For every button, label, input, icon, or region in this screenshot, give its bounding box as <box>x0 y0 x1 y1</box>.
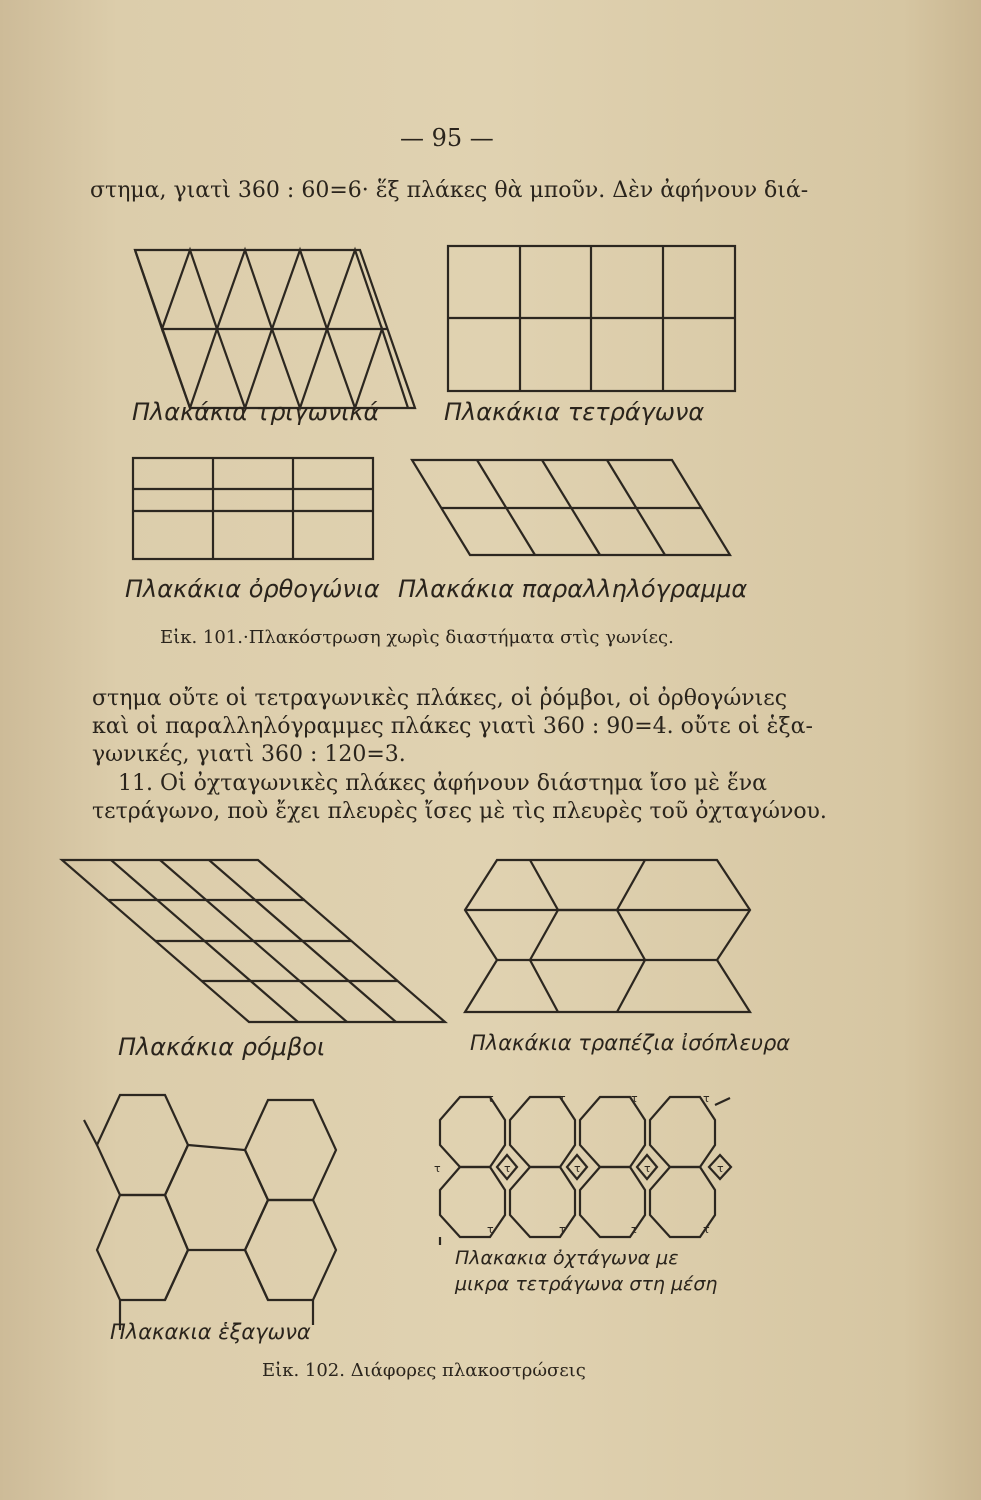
square-mark: τ <box>559 1092 566 1105</box>
square-mark: τ <box>504 1162 511 1175</box>
caption-triangular-tiles: Πλακάκια τριγωνικά <box>132 398 380 426</box>
square-mark: τ <box>487 1223 494 1236</box>
caption-rectangular-tiles: Πλακάκια ὀρθογώνια <box>125 575 380 603</box>
square-mark: τ <box>434 1162 441 1175</box>
caption-parallelogram-tiles: Πλακάκια παραλληλόγραμμα <box>398 575 748 603</box>
caption-trapezium-tiles: Πλακάκια τραπέζια ἰσόπλευρα <box>470 1031 791 1055</box>
rhombus-tiles-diagram <box>62 860 445 1022</box>
square-mark: τ <box>703 1223 710 1236</box>
triangular-tiles-diagram <box>135 250 415 408</box>
caption-rhombus-tiles: Πλακάκια ρόμβοι <box>118 1033 326 1061</box>
square-mark: τ <box>487 1092 494 1105</box>
square-mark: τ <box>574 1162 581 1175</box>
paragraph-line: 11. Οἱ ὀχταγωνικὲς πλάκες ἀφήνουν διάστημα ἴσο μὲ ἕνα <box>118 771 767 796</box>
square-mark: τ <box>717 1162 724 1175</box>
rectangular-tiles-diagram <box>133 458 373 559</box>
figure-102-title: Εἰκ. 102. Διάφορες πλακοστρώσεις <box>262 1360 586 1381</box>
square-mark: τ <box>631 1092 638 1105</box>
square-mark: τ <box>559 1223 566 1236</box>
paragraph-line: στημα οὔτε οἱ τετραγωνικὲς πλάκες, οἱ ῥόμβοι, οἱ ὀρθογώνιες <box>92 686 788 711</box>
paragraph-line: καὶ οἱ παραλληλόγραμμες πλάκες γιατὶ 360 : 90=4. οὔτε οἱ ἑξα- <box>92 714 813 739</box>
caption-hexagon-tiles: Πλακακια ἑξαγωνα <box>110 1320 311 1344</box>
caption-square-tiles: Πλακάκια τετράγωνα <box>444 398 705 426</box>
square-mark: τ <box>703 1092 710 1105</box>
text-line-top: στημα, γιατὶ 360 : 60=6· ἕξ πλάκες θὰ μποῦν. Δὲν ἀφήνουν διά- <box>90 178 809 203</box>
square-mark: τ <box>631 1223 638 1236</box>
square-mark: τ <box>644 1162 651 1175</box>
parallelogram-tiles-diagram <box>412 460 730 555</box>
page-number: — 95 — <box>400 124 494 152</box>
figure-101-title: Εἰκ. 101.·Πλακόστρωση χωρὶς διαστήματα στὶς γωνίες. <box>160 627 674 648</box>
paragraph-line: γωνικές, γιατὶ 360 : 120=3. <box>92 742 406 767</box>
hexagon-tiles-diagram <box>84 1095 336 1330</box>
paragraph-line: τετράγωνο, ποὺ ἔχει πλευρὲς ἴσες μὲ τὶς πλευρὲς τοῦ ὀχταγώνου. <box>92 799 827 824</box>
caption-octagon-tiles-line1: Πλακακια ὀχτάγωνα με <box>455 1247 679 1269</box>
square-tiles-diagram <box>448 246 735 391</box>
trapezium-tiles-diagram <box>465 860 750 1012</box>
octagon-tiles-diagram <box>434 1092 731 1245</box>
caption-octagon-tiles-line2: μικρα τετράγωνα στη μέση <box>455 1273 718 1295</box>
